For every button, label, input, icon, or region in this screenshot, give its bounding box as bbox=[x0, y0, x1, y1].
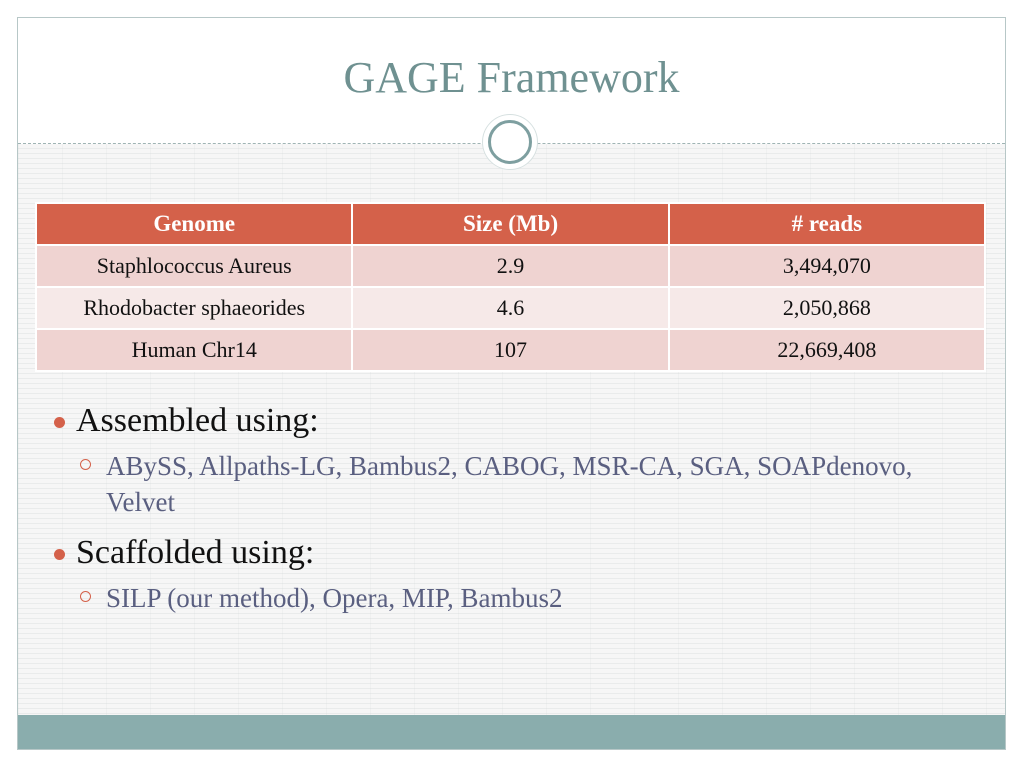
bullet-text: Assembled using: bbox=[76, 402, 319, 439]
table-header-row bbox=[36, 203, 985, 245]
table-row bbox=[36, 329, 985, 371]
cell-genome: Rhodobacter sphaeorides bbox=[36, 287, 352, 329]
bullet-dot-icon bbox=[54, 417, 65, 428]
cell-genome: Staphlococcus Aureus bbox=[36, 245, 352, 287]
cell-size: 2.9 bbox=[352, 245, 668, 287]
bullet-list bbox=[50, 402, 970, 630]
sub-bullet-text: SILP (our method), Opera, MIP, Bambus2 bbox=[106, 583, 563, 613]
cell-reads: 2,050,868 bbox=[669, 287, 985, 329]
cell-genome: Human Chr14 bbox=[36, 329, 352, 371]
cell-reads: 22,669,408 bbox=[669, 329, 985, 371]
header-size: Size (Mb) bbox=[352, 203, 668, 245]
table-row bbox=[36, 287, 985, 329]
sub-bullet-text: ABySS, Allpaths-LG, Bambus2, CABOG, MSR-CA, SGA, SOAPdenovo, Velvet bbox=[106, 451, 913, 517]
circle-ornament-icon bbox=[483, 115, 537, 169]
table-row bbox=[36, 245, 985, 287]
footer-bar bbox=[18, 715, 1005, 749]
bullet-scaffolded bbox=[50, 534, 970, 572]
cell-size: 4.6 bbox=[352, 287, 668, 329]
cell-size: 107 bbox=[352, 329, 668, 371]
sub-bullet-assemblers bbox=[50, 448, 970, 520]
bullet-circle-icon bbox=[80, 459, 91, 470]
bullet-circle-icon bbox=[80, 591, 91, 602]
cell-reads: 3,494,070 bbox=[669, 245, 985, 287]
header-reads: # reads bbox=[669, 203, 985, 245]
bullet-assembled bbox=[50, 402, 970, 440]
bullet-dot-icon bbox=[54, 549, 65, 560]
slide bbox=[17, 17, 1006, 750]
slide-title: GAGE Framework bbox=[343, 53, 680, 102]
sub-bullet-scaffolders bbox=[50, 580, 970, 616]
header-genome: Genome bbox=[36, 203, 352, 245]
genome-table bbox=[35, 202, 986, 372]
bullet-text: Scaffolded using: bbox=[76, 534, 315, 571]
